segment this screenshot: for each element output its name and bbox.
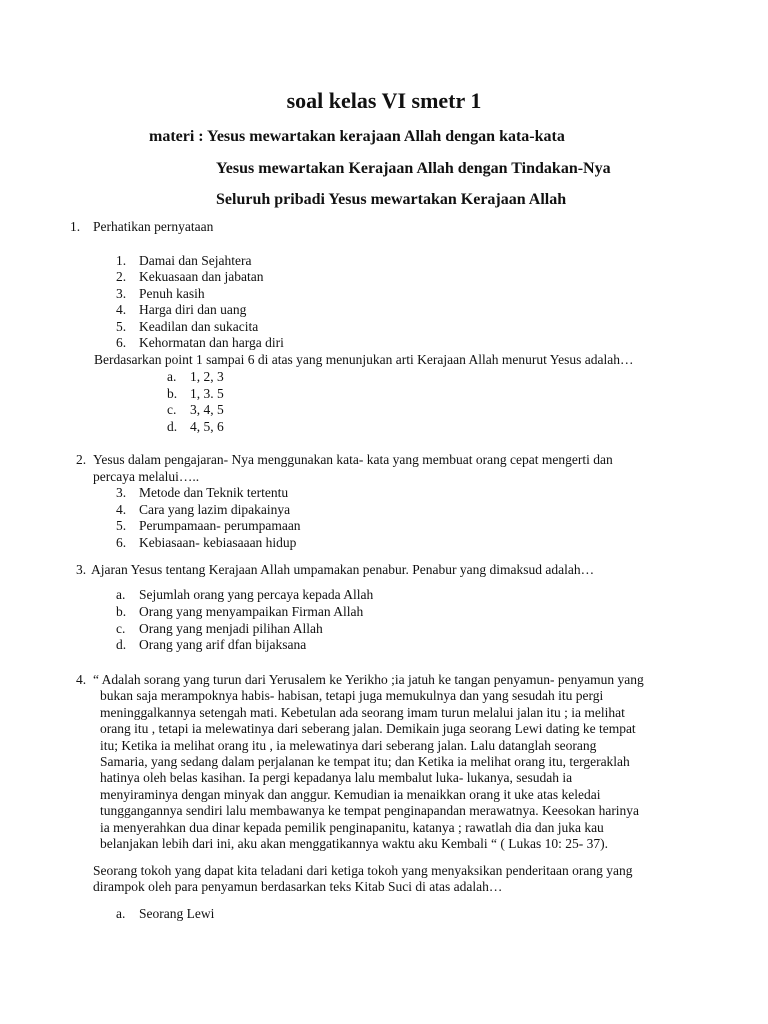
q1-option-letter: a. [167, 369, 177, 384]
q1-item-text: Penuh kasih [139, 286, 205, 301]
q4-passage-line: orang itu , tetapi ia melewatinya dari seberang jalan. Demikain juga seorang Lewi dating ke tempat [100, 721, 636, 737]
q1-option-letter: d. [167, 419, 178, 434]
q1-item-num: 2. [116, 269, 127, 284]
q2-option-num: 4. [116, 502, 127, 517]
q3-text: Ajaran Yesus tentang Kerajaan Allah umpamakan penabur. Penabur yang dimaksud adalah… [91, 562, 595, 577]
q2-option-num: 6. [116, 535, 127, 550]
q4-question [93, 863, 632, 896]
q1-item-num: 3. [116, 286, 127, 301]
q4-question-line: dirampok oleh para penyamun berdasarkan teks Kitab Suci di atas adalah… [93, 879, 503, 895]
q3-option-text: Orang yang menyampaikan Firman Allah [139, 604, 364, 619]
q3-option-text: Orang yang menjadi pilihan Allah [139, 621, 323, 636]
q2-text-line-1: Yesus dalam pengajaran- Nya menggunakan kata- kata yang membuat orang cepat mengerti dan [93, 452, 613, 467]
q4-passage-line: menyiraminya dengan minyak dan anggur. Kemudian ia menaikkan orang it uke atas keledai [100, 786, 601, 802]
q3-option-text: Orang yang arif dfan bijaksana [139, 637, 307, 652]
q4-passage-line: hatinya oleh belas kasihan. Ia pergi kepadanya lalu membalut luka- lukanya, sesudah ia [100, 770, 573, 786]
q4-option-letter: a. [116, 906, 126, 921]
q1-item-num: 6. [116, 335, 127, 350]
q3-number: 3. [76, 562, 87, 577]
q3-option-letter: b. [116, 604, 127, 619]
q1-item-num: 5. [116, 319, 127, 334]
q2-number: 2. [76, 452, 87, 467]
q1-item-text: Kehormatan dan harga diri [139, 335, 284, 350]
q1-text: Perhatikan pernyataan [93, 219, 214, 234]
q1-option-letter: c. [167, 402, 177, 417]
q2-option-text: Kebiasaan- kebiasaaan hidup [139, 535, 297, 550]
q3-option-text: Sejumlah orang yang percaya kepada Allah [139, 587, 374, 602]
q3-option-letter: c. [116, 621, 126, 636]
q4-question-line: Seorang tokoh yang dapat kita teladani dari ketiga tokoh yang menyaksikan penderitaan orang yang [93, 863, 633, 878]
q4-passage [93, 672, 644, 852]
q2-option-text: Cara yang lazim dipakainya [139, 502, 291, 517]
q4-passage-line: “ Adalah sorang yang turun dari Yerusalem ke Yerikho ;ia jatuh ke tangan penyamun- penyamun yang [93, 672, 644, 687]
materi-line-1: materi : Yesus mewartakan kerajaan Allah dengan kata-kata [149, 128, 565, 145]
q4-passage-line: Samaria, yang sedang dalam perjalanan ke tempat itu; dan Ketika ia melihat orang itu, tergeraklah [100, 754, 630, 770]
q4-passage-line: bukan saja merampoknya habis- habisan, tetapi juga memukulnya dan yang sesudah itu pergi [100, 688, 604, 704]
q4-passage-line: meninggalkannya setengah mati. Kebetulan ada seorang imam turun melalui jalan itu ; ia melihat [100, 704, 625, 720]
q1-question: Berdasarkan point 1 sampai 6 di atas yang menunjukan arti Kerajaan Allah menurut Yesus adalah… [94, 352, 634, 367]
q1-number: 1. [70, 219, 81, 234]
q2-option-num: 3. [116, 485, 127, 500]
q2-text-line-2: percaya melalui….. [93, 469, 200, 484]
q1-item-text: Damai dan Sejahtera [139, 253, 252, 268]
q1-option-text: 1, 3. 5 [190, 386, 224, 401]
q1-option-text: 3, 4, 5 [190, 402, 224, 417]
q1-option-text: 4, 5, 6 [190, 419, 224, 434]
page-title: soal kelas VI smetr 1 [286, 88, 482, 113]
q4-passage-line: belanjakan lebih dari ini, aku akan menggatikannya waktu aku Kembali “ ( Lukas 10: 25- 37). [100, 836, 608, 852]
q3-option-letter: a. [116, 587, 126, 602]
materi-line-3: Seluruh pribadi Yesus mewartakan Kerajaan Allah [216, 191, 567, 208]
q3-option-letter: d. [116, 637, 127, 652]
q4-passage-line: ia menyerahkan dua dinar kepada pemilik penginapanitu, katanya ; rawatlah dia dan juka kau [100, 819, 604, 835]
q1-item-text: Kekuasaan dan jabatan [139, 269, 264, 284]
q1-option-text: 1, 2, 3 [190, 369, 224, 384]
q1-option-letter: b. [167, 386, 178, 401]
materi-line-2: Yesus mewartakan Kerajaan Allah dengan Tindakan-Nya [216, 160, 611, 177]
q4-option-text: Seorang Lewi [139, 906, 215, 921]
q4-passage-line: tunggangannya sendiri lalu membawanya ke tempat penginapandan merawatnya. Keesokan harinya [100, 803, 640, 819]
q4-number: 4. [76, 672, 87, 687]
q2-option-text: Perumpamaan- perumpamaan [139, 518, 301, 533]
q1-item-text: Keadilan dan sukacita [139, 319, 259, 334]
q1-item-num: 1. [116, 253, 127, 268]
q2-option-num: 5. [116, 518, 127, 533]
q1-item-text: Harga diri dan uang [139, 302, 247, 317]
q4-passage-line: itu; Ketika ia melihat orang itu , ia melewatinya dari seberang jalan. Lalu datanglah seorang [100, 737, 597, 753]
q1-item-num: 4. [116, 302, 127, 317]
q2-option-text: Metode dan Teknik tertentu [139, 485, 289, 500]
